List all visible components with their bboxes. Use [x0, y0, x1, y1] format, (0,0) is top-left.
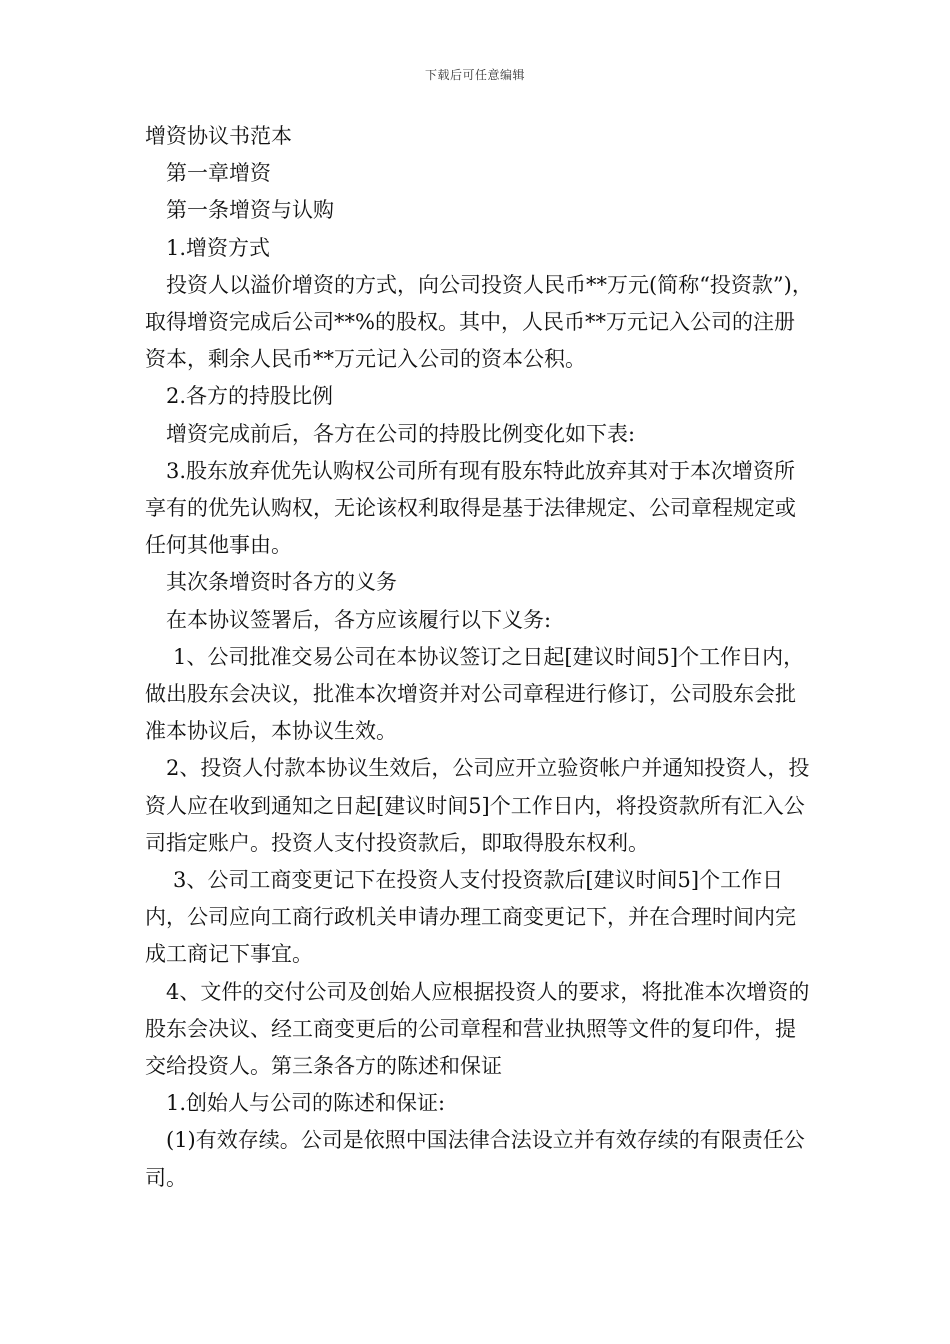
- article-heading: 第一条增资与认购: [166, 198, 334, 223]
- section-heading: 1.创始人与公司的陈述和保证:: [166, 1091, 446, 1116]
- section-heading: 2.各方的持股比例: [166, 384, 334, 409]
- document-title: 增资协议书范本: [145, 124, 292, 148]
- section-heading: 1.增资方式: [166, 235, 271, 260]
- article-heading: 其次条增资时各方的义务: [166, 570, 397, 595]
- page-header-note: 下载后可任意编辑: [424, 68, 525, 82]
- list-item: 4、文件的交付公司及创始人应根据投资人的要求，将批准本次增资的股东会决议、经工商变更后的公司章程和营业执照等文件的复印件，提交给投资人。第三条各方的陈述和保证: [145, 979, 810, 1079]
- document-body: [145, 118, 815, 1197]
- paragraph: 在本协议签署后，各方应该履行以下义务:: [166, 607, 552, 632]
- paragraph: (1)有效存续。公司是依照中国法律合法设立并有效存续的有限责任公司。: [145, 1128, 805, 1190]
- chapter-heading: 第一章增资: [166, 161, 271, 186]
- paragraph: 3.股东放弃优先认购权公司所有现有股东特此放弃其对于本次增资所享有的优先认购权，无论该权利取得是基于法律规定、公司章程规定或任何其他事由。: [145, 458, 796, 558]
- paragraph: 投资人以溢价增资的方式，向公司投资人民币**万元(简称“投资款”)，取得增资完成后公司**%的股权。其中，人民币**万元记入公司的注册资本，剩余人民币**万元记入公司的资本公积。: [145, 272, 813, 372]
- list-item: 2、投资人付款本协议生效后，公司应开立验资帐户并通知投资人，投资人应在收到通知之日起[建议时间5]个工作日内，将投资款所有汇入公司指定账户。投资人支付投资款后，即取得股东权利。: [145, 756, 810, 855]
- list-item: 3、公司工商变更记下在投资人支付投资款后[建议时间5]个工作日内，公司应向工商行政机关申请办理工商变更记下，并在合理时间内完成工商记下事宜。: [145, 868, 796, 967]
- list-item: 1、公司批准交易公司在本协议签订之日起[建议时间5]个工作日内，做出股东会决议，批准本次增资并对公司章程进行修订，公司股东会批准本协议后，本协议生效。: [145, 644, 805, 744]
- paragraph: 增资完成前后，各方在公司的持股比例变化如下表:: [166, 421, 636, 446]
